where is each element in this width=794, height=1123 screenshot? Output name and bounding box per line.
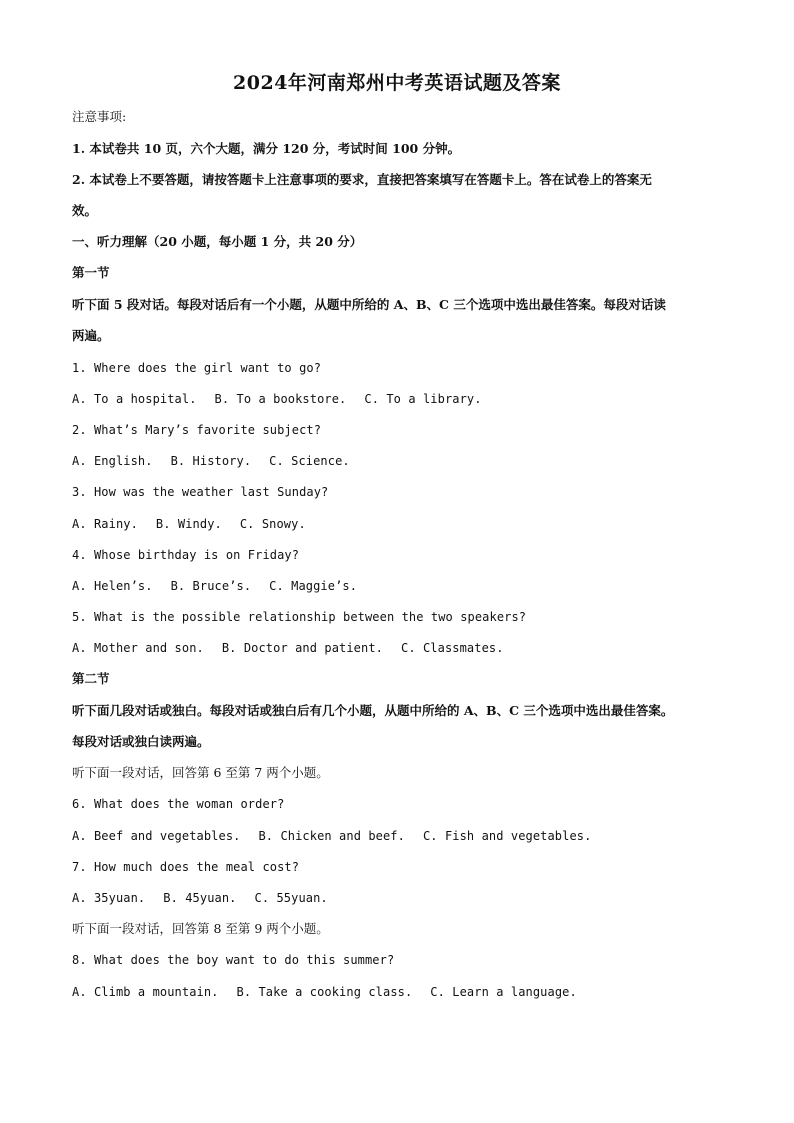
part-1-instruction-line-1: 听下面 5 段对话。每段对话后有一个小题，从题中所给的 A、B、C 三个选项中选出最佳答案。每段对话读	[72, 297, 666, 312]
option-a: A. Mother and son.	[72, 641, 204, 655]
option-b: B. 45yuan.	[163, 891, 237, 905]
group-2-instruction: 听下面一段对话，回答第 8 至第 9 两个小题。	[72, 921, 329, 936]
option-b: B. Doctor and patient.	[221, 641, 383, 655]
part-1-heading: 第一节	[72, 265, 110, 280]
option-a: A. To a hospital.	[72, 392, 197, 406]
option-a: A. Climb a mountain.	[72, 985, 219, 999]
part-1-instruction-line-2: 两遍。	[72, 328, 110, 343]
option-a: A. Helen’s.	[72, 579, 153, 593]
question-4-options	[72, 577, 722, 595]
option-a: A. Beef and vegetables.	[72, 829, 241, 843]
option-a: A. Rainy.	[72, 517, 138, 531]
option-c: C. 55yuan.	[254, 891, 328, 905]
question-3-options	[72, 515, 722, 533]
notice-heading: 注意事项:	[72, 109, 127, 124]
question-2: 2. What’s Mary’s favorite subject?	[72, 423, 322, 437]
option-b: B. To a bookstore.	[214, 392, 347, 406]
question-7-options	[72, 889, 722, 907]
option-c: C. Fish and vegetables.	[422, 829, 592, 843]
question-3: 3. How was the weather last Sunday?	[72, 485, 329, 499]
option-b: B. Chicken and beef.	[258, 829, 405, 843]
option-c: C. Snowy.	[239, 517, 306, 531]
option-c: C. Maggie’s.	[269, 579, 358, 593]
question-6-options	[72, 827, 722, 845]
notice-item-2-line-2: 效。	[72, 203, 98, 218]
option-a: A. English.	[72, 454, 153, 468]
option-b: B. Windy.	[155, 517, 222, 531]
part-2-instruction-line-2: 每段对话或独白读两遍。	[72, 734, 210, 749]
page-title: 2024年河南郑州中考英语试题及答案	[233, 72, 561, 94]
question-1: 1. Where does the girl want to go?	[72, 361, 322, 375]
question-5: 5. What is the possible relationship between the two speakers?	[72, 610, 527, 624]
question-1-options	[72, 390, 722, 408]
part-2-heading: 第二节	[72, 671, 110, 686]
option-c: C. To a library.	[364, 392, 482, 406]
notice-item-2-line-1: 2. 本试卷上不要答题，请按答题卡上注意事项的要求，直接把答案填写在答题卡上。答在试卷上的答案无	[72, 172, 652, 187]
question-2-options	[72, 452, 722, 470]
question-6: 6. What does the woman order?	[72, 797, 285, 811]
option-c: C. Classmates.	[401, 641, 504, 655]
question-4: 4. Whose birthday is on Friday?	[72, 548, 300, 562]
group-1-instruction: 听下面一段对话，回答第 6 至第 7 两个小题。	[72, 765, 329, 780]
option-c: C. Science.	[269, 454, 350, 468]
option-a: A. 35yuan.	[72, 891, 146, 905]
option-b: B. Bruce’s.	[170, 579, 252, 593]
option-c: C. Learn a language.	[430, 985, 577, 999]
part-2-instruction-line-1: 听下面几段对话或独白。每段对话或独白后有几个小题，从题中所给的 A、B、C 三个选项中选出最佳答案。	[72, 703, 674, 718]
question-5-options	[72, 639, 722, 657]
section-1-heading: 一、听力理解（20 小题，每小题 1 分，共 20 分）	[72, 234, 363, 249]
notice-item-1: 1. 本试卷共 10 页，六个大题，满分 120 分，考试时间 100 分钟。	[72, 141, 461, 156]
option-b: B. Take a cooking class.	[236, 985, 413, 999]
option-b: B. History.	[170, 454, 252, 468]
question-8: 8. What does the boy want to do this summer?	[72, 953, 395, 967]
question-7: 7. How much does the meal cost?	[72, 860, 300, 874]
question-8-options	[72, 983, 722, 1001]
